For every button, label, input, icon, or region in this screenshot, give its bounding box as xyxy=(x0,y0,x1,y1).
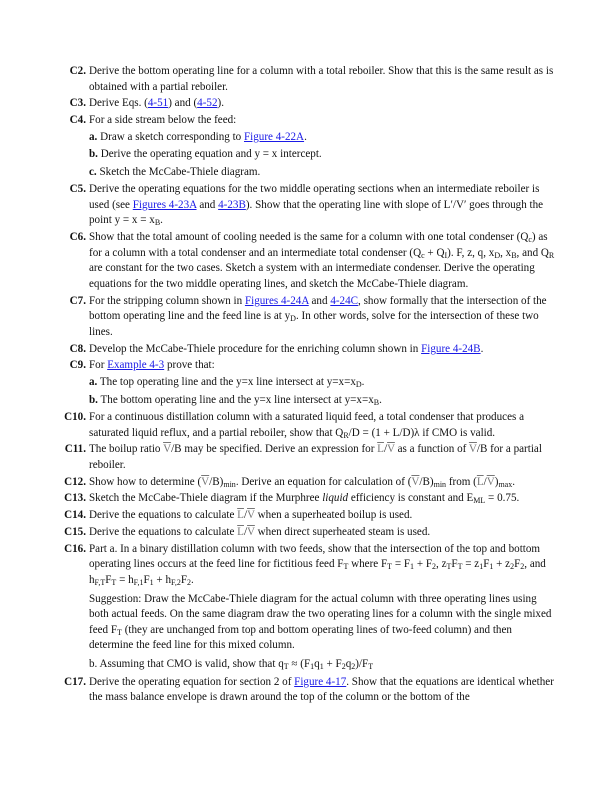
problem-text: The boilup ratio $\overline{V}/B$ may be specified. Derive an expression for $\overline{L}/\overline{V}$ as a function of $\overline{V}/B$ for a partial reboiler. xyxy=(89,443,542,471)
problem-c9-part-b: b. The bottom operating line and the y=x line intersect at $y=x=x_B$. xyxy=(89,393,382,407)
problem-number: C5. xyxy=(69,183,86,196)
problem-number: C11. xyxy=(64,443,86,456)
problem-c15 xyxy=(0,525,614,541)
problem-text: For the stripping column shown in Figures 4-24A and 4-24C, show formally that the intersection of the bottom operating line and the feed line is at $y_D$. In other words, solve for the intersection of these two lines. xyxy=(89,294,547,338)
problem-c16 xyxy=(0,542,614,589)
problem-number: C4. xyxy=(69,114,86,127)
eq-4-51-link[interactable]: 4-51 xyxy=(147,97,169,110)
problem-text: For a continuous distillation column with a saturated liquid feed, a total condenser that produces a saturated liquid reflux, and a partial reboiler, show that $Q_R/D = (1 + L/D)\lambda$ if CMO is valid. xyxy=(89,410,525,440)
problem-number: C10. xyxy=(64,410,86,423)
problem-number: C6. xyxy=(69,231,86,244)
problem-c8 xyxy=(0,342,614,358)
problem-text: Derive the equations to calculate $\overline{L}/\overline{V}$ when a superheated boilup is used. xyxy=(89,509,413,522)
problem-c7 xyxy=(0,294,614,341)
problem-text: Develop the McCabe-Thiele procedure for the enriching column shown in Figure 4-24B. xyxy=(89,342,484,355)
problem-number: C7. xyxy=(69,294,86,307)
problem-text: Derive the equations to calculate $\overline{L}/\overline{V}$ when direct superheated steam is used. xyxy=(89,526,431,539)
problem-text: Derive the bottom operating line for a column with a total reboiler. Show that this is the same result as is obtained with a partial reboiler. xyxy=(89,65,554,93)
problem-c4-part-b: b. Derive the operating equation and y = x intercept. xyxy=(89,148,322,161)
problem-text: Derive Eqs. (4-51) and (4-52). xyxy=(89,97,224,110)
problem-number: C17. xyxy=(64,675,86,688)
figure-4-17-link[interactable]: Figure 4-17 xyxy=(294,675,347,688)
problem-c4-part-a: a. Draw a sketch corresponding to Figure 4-22A. xyxy=(89,130,307,143)
problem-number: C3. xyxy=(69,97,86,110)
problem-text: Derive the operating equations for the two middle operating sections when an intermediate reboiler is used (see Figures 4-23A and 4-23B). Show that the operating line with slope of L′/V′ goes through the point $y = x = x_B$. xyxy=(89,183,544,228)
problem-c12 xyxy=(0,475,614,491)
figure-4-22a-link[interactable]: Figure 4-22A xyxy=(243,130,305,143)
problem-c3 xyxy=(0,96,614,112)
problem-text: Show how to determine $(\overline{V}/B)_{min}$. Derive an equation for calculation of $(\overline{V}/B)_{min}$ from $(\overline{L}/\overline{V})_{max}$. xyxy=(89,475,516,489)
problem-number: C8. xyxy=(69,342,86,355)
eq-4-52-link[interactable]: 4-52 xyxy=(197,97,218,110)
problem-number: C14. xyxy=(64,509,86,522)
problem-c6 xyxy=(0,230,614,292)
problem-text: For Example 4-3 prove that: xyxy=(89,359,215,372)
problem-number: C9. xyxy=(69,359,86,372)
problem-c10 xyxy=(0,410,614,441)
problem-c16-suggestion: Suggestion: Draw the McCabe-Thiele diagram for the actual column with three operating lines using both actual feeds. On the same diagram draw the two operating lines for a column with the single mixed feed $F_T$ (they are unchanged from top and bottom operating lines of two-feed column) and then determine the feed line for this mixed column. xyxy=(89,592,552,652)
problem-c14 xyxy=(0,508,614,524)
problem-c17 xyxy=(0,675,614,706)
problem-number: C16. xyxy=(64,542,86,555)
problem-c5 xyxy=(0,182,614,229)
problem-c9-part-a: a. The top operating line and the y=x line intersect at $y=x=x_D$. xyxy=(89,376,365,390)
problem-c2 xyxy=(0,64,614,95)
figure-4-23b-link[interactable]: 4-23B xyxy=(218,198,246,211)
problem-text: For a side stream below the feed: xyxy=(89,114,237,127)
problem-text: Part a. In a binary distillation column with two feeds, show that the intersection of the top and bottom operating lines occurs at the feed line for fictitious feed $F_T$ where $F_T = F_1 + F_2$, $z_TF_T = z_1F_1 + z_2F_2$, and $h_{F,T}F_T = h_{F,1}F_1 + h_{F,2}F_2$. xyxy=(89,542,546,588)
problem-text: Sketch the McCabe-Thiele diagram if the Murphree liquid efficiency is constant and $E_{ML} = 0.75$. xyxy=(89,492,520,506)
problem-number: C15. xyxy=(64,526,86,539)
problem-text: Show that the total amount of cooling needed is the same for a column with one total condenser $(Q_c)$ as for a column with a total condenser and an intermediate total condenser $(Q_c + Q_I)$. F, z, q, $x_D$, $x_B$, and $Q_R$ are constant for the two cases. Sketch a system with an intermediate condenser. Derive the operating equations for the two middle operating lines, and sketch the McCabe-Thiele diagram. xyxy=(89,231,555,290)
figure-4-24c-link[interactable]: 4-24C xyxy=(330,294,359,307)
problem-c4 xyxy=(0,113,614,129)
problem-c11 xyxy=(0,442,614,473)
figure-4-23a-link[interactable]: Figures 4-23A xyxy=(132,198,197,211)
problem-number: C12. xyxy=(64,475,86,488)
problem-c4-part-c: c. Sketch the McCabe-Thiele diagram. xyxy=(89,165,261,178)
figure-4-24b-link[interactable]: Figure 4-24B xyxy=(421,342,481,355)
problem-text: Derive the operating equation for section 2 of Figure 4-17. Show that the equations are identical whether the mass balance envelope is drawn around the top of the column or the bottom of the xyxy=(89,675,554,704)
problem-number: C2. xyxy=(69,65,86,77)
problem-c13 xyxy=(0,491,614,507)
figure-4-24a-link[interactable]: Figures 4-24A xyxy=(244,294,309,307)
problem-c16-part-b: b. Assuming that CMO is valid, show that $q_T \approx (F_1q_1 + F_2q_2)/F_T$ xyxy=(89,657,374,671)
problem-page xyxy=(0,64,614,707)
example-4-3-link[interactable]: Example 4-3 xyxy=(107,359,165,372)
problem-c9 xyxy=(0,358,614,374)
problem-number: C13. xyxy=(64,492,86,505)
